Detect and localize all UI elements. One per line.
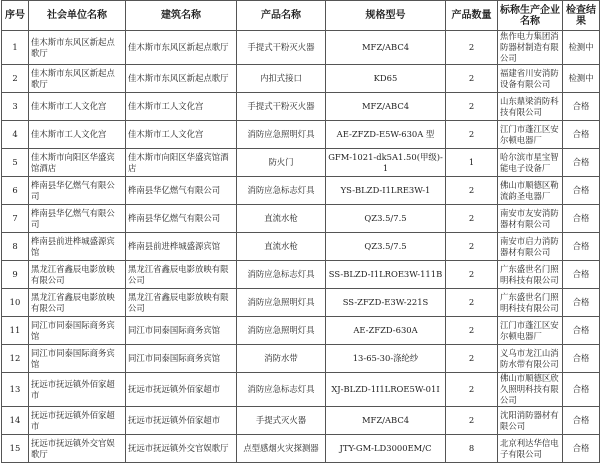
cell-manufacturer: 焦作电力集团消防器材制造有限公司: [498, 31, 563, 65]
cell-unit-name: 同江市同泰国际商务宾馆: [29, 345, 126, 373]
table-row: [2, 317, 600, 345]
cell-result: 合格: [563, 373, 600, 407]
cell-quantity: 8: [446, 435, 498, 463]
cell-manufacturer: 沈阳消防器材有限公司: [498, 407, 563, 435]
cell-unit-name: 同江市同泰国际商务宾馆: [29, 317, 126, 345]
cell-unit-name: 桦南县华亿燃气有限公司: [29, 177, 126, 205]
cell-model-spec: 13-65-30-涤纶纱: [326, 345, 446, 373]
cell-manufacturer: 南安市友安消防器材有限公司: [498, 205, 563, 233]
cell-product-name: 直流水枪: [237, 205, 326, 233]
cell-manufacturer: 义乌市龙江山消防水带有限公司: [498, 345, 563, 373]
cell-quantity: 2: [446, 31, 498, 65]
cell-unit-name: 桦南县前进桦城盛源宾馆: [29, 233, 126, 261]
cell-serial-no: 4: [2, 121, 29, 149]
cell-unit-name: 佳木斯市工人文化宫: [29, 93, 126, 121]
cell-model-spec: MFZ/ABC4: [326, 31, 446, 65]
cell-product-name: 内扣式接口: [237, 65, 326, 93]
cell-quantity: 2: [446, 121, 498, 149]
cell-result: 合格: [563, 177, 600, 205]
cell-model-spec: SS-ZFZD-E3W-221S: [326, 289, 446, 317]
cell-building-name: 同江市同泰国际商务宾馆: [126, 317, 237, 345]
cell-manufacturer: 江门市蓬江区安尔顿电器厂: [498, 121, 563, 149]
column-header-unit-name: 社会单位名称: [29, 1, 126, 31]
table-row: [2, 121, 600, 149]
cell-manufacturer: 佛山市顺德区勒流韵圣电器厂: [498, 177, 563, 205]
cell-manufacturer: 广东盛世名门照明科技有限公司: [498, 261, 563, 289]
table-row: [2, 435, 600, 463]
cell-manufacturer: 广东盛世名门照明科技有限公司: [498, 289, 563, 317]
cell-building-name: 佳木斯市工人文化宫: [126, 93, 237, 121]
cell-serial-no: 11: [2, 317, 29, 345]
table-row: [2, 177, 600, 205]
cell-quantity: 1: [446, 149, 498, 177]
cell-result: 合格: [563, 93, 600, 121]
cell-quantity: 2: [446, 345, 498, 373]
cell-product-name: 消防应急标志灯具: [237, 261, 326, 289]
cell-quantity: 2: [446, 205, 498, 233]
cell-result: 合格: [563, 205, 600, 233]
cell-unit-name: 抚远市抚远镇外佰家超市: [29, 407, 126, 435]
cell-unit-name: 佳木斯市东风区新起点歌厅: [29, 31, 126, 65]
cell-unit-name: 抚远市抚远镇外佰家超市: [29, 373, 126, 407]
cell-product-name: 手提式干粉灭火器: [237, 93, 326, 121]
cell-quantity: 2: [446, 261, 498, 289]
cell-building-name: 佳木斯市工人文化宫: [126, 121, 237, 149]
cell-building-name: 抚远市抚远镇外佰家超市: [126, 373, 237, 407]
cell-quantity: 2: [446, 373, 498, 407]
cell-product-name: 消防应急标志灯具: [237, 177, 326, 205]
cell-manufacturer: 佛山市顺德区欣久照明科技有限公司: [498, 373, 563, 407]
table-row: [2, 205, 600, 233]
table-row: [2, 373, 600, 407]
cell-building-name: 抚远市抚远镇外佰家超市: [126, 407, 237, 435]
cell-building-name: 佳木斯市东风区新起点歌厅: [126, 65, 237, 93]
cell-building-name: 桦南县前进桦城盛源宾馆: [126, 233, 237, 261]
cell-serial-no: 8: [2, 233, 29, 261]
column-header-product-name: 产品名称: [237, 1, 326, 31]
table-row: [2, 31, 600, 65]
cell-result: 合格: [563, 345, 600, 373]
cell-serial-no: 9: [2, 261, 29, 289]
column-header-quantity: 产品数量: [446, 1, 498, 31]
cell-serial-no: 10: [2, 289, 29, 317]
cell-model-spec: MFZ/ABC4: [326, 93, 446, 121]
column-header-manufacturer: 标称生产企业名称: [498, 1, 563, 31]
cell-serial-no: 12: [2, 345, 29, 373]
cell-serial-no: 2: [2, 65, 29, 93]
cell-unit-name: 黑龙江省鑫辰电影放映有限公司: [29, 289, 126, 317]
cell-quantity: 2: [446, 289, 498, 317]
cell-product-name: 消防应急照明灯具: [237, 121, 326, 149]
cell-building-name: 桦南县华亿燃气有限公司: [126, 205, 237, 233]
cell-product-name: 手提式灭火器: [237, 407, 326, 435]
cell-manufacturer: 南安市启力消防器材有限公司: [498, 233, 563, 261]
table-row: [2, 93, 600, 121]
cell-serial-no: 15: [2, 435, 29, 463]
cell-model-spec: YS-BLZD-Ⅰ1LRE3W-1: [326, 177, 446, 205]
cell-model-spec: QZ3.5/7.5: [326, 205, 446, 233]
cell-product-name: 消防应急照明灯具: [237, 289, 326, 317]
cell-result: 合格: [563, 261, 600, 289]
inspection-table: [1, 0, 600, 463]
cell-unit-name: 抚远市抚远镇外交官娱歌厅: [29, 435, 126, 463]
cell-model-spec: SS-BLZD-Ⅰ1LROE3W-111B: [326, 261, 446, 289]
cell-building-name: 黑龙江省鑫辰电影放映有限公司: [126, 261, 237, 289]
cell-quantity: 2: [446, 233, 498, 261]
cell-building-name: 黑龙江省鑫辰电影放映有限公司: [126, 289, 237, 317]
cell-quantity: 2: [446, 317, 498, 345]
cell-result: 合格: [563, 435, 600, 463]
cell-manufacturer: 江门市蓬江区安尔顿电器厂: [498, 317, 563, 345]
cell-serial-no: 1: [2, 31, 29, 65]
cell-manufacturer: 福建省川安消防设备有限公司: [498, 65, 563, 93]
column-header-serial-no: 序号: [2, 1, 29, 31]
cell-result: 合格: [563, 233, 600, 261]
cell-product-name: 消防应急照明灯具: [237, 317, 326, 345]
cell-unit-name: 佳木斯市工人文化宫: [29, 121, 126, 149]
cell-product-name: 直流水枪: [237, 233, 326, 261]
cell-building-name: 佳木斯市东风区新起点歌厅: [126, 31, 237, 65]
cell-result: 合格: [563, 407, 600, 435]
cell-model-spec: GFM-1021-dk5A1.50(甲级)-1: [326, 149, 446, 177]
cell-manufacturer: 山东鼎梁消防科技有限公司: [498, 93, 563, 121]
cell-quantity: 2: [446, 93, 498, 121]
cell-model-spec: KD65: [326, 65, 446, 93]
cell-unit-name: 佳木斯市东风区新起点歌厅: [29, 65, 126, 93]
cell-unit-name: 桦南县华亿燃气有限公司: [29, 205, 126, 233]
cell-model-spec: MFZ/ABC4: [326, 407, 446, 435]
cell-result: 合格: [563, 121, 600, 149]
cell-manufacturer: 哈尔滨市星宝智能电子设备厂: [498, 149, 563, 177]
table-row: [2, 233, 600, 261]
column-header-model-spec: 规格型号: [326, 1, 446, 31]
table-body: [2, 31, 600, 463]
cell-quantity: 2: [446, 177, 498, 205]
cell-serial-no: 7: [2, 205, 29, 233]
table-row: [2, 65, 600, 93]
cell-result: 检测中: [563, 31, 600, 65]
cell-serial-no: 14: [2, 407, 29, 435]
cell-unit-name: 黑龙江省鑫辰电影放映有限公司: [29, 261, 126, 289]
cell-product-name: 手提式干粉灭火器: [237, 31, 326, 65]
table-header-row: [2, 1, 600, 31]
cell-result: 检测中: [563, 65, 600, 93]
cell-serial-no: 5: [2, 149, 29, 177]
cell-quantity: 2: [446, 65, 498, 93]
table-row: [2, 289, 600, 317]
cell-result: 合格: [563, 317, 600, 345]
cell-building-name: 桦南县华亿燃气有限公司: [126, 177, 237, 205]
cell-quantity: 2: [446, 407, 498, 435]
cell-manufacturer: 北京利达华信电子有限公司: [498, 435, 563, 463]
cell-model-spec: XJ-BLZD-1I1LROE5W-01I: [326, 373, 446, 407]
cell-building-name: 同江市同泰国际商务宾馆: [126, 345, 237, 373]
cell-result: 合格: [563, 149, 600, 177]
cell-model-spec: AE-ZFZD-E5W-630A 型: [326, 121, 446, 149]
cell-model-spec: JTY-GM-LD3000EM/C: [326, 435, 446, 463]
cell-building-name: 佳木斯市向阳区华盛宾馆酒店: [126, 149, 237, 177]
cell-serial-no: 13: [2, 373, 29, 407]
cell-product-name: 消防水带: [237, 345, 326, 373]
table-row: [2, 345, 600, 373]
cell-product-name: 防火门: [237, 149, 326, 177]
cell-model-spec: QZ3.5/7.5: [326, 233, 446, 261]
cell-serial-no: 6: [2, 177, 29, 205]
table-row: [2, 407, 600, 435]
cell-building-name: 抚远市抚远镇外交官娱歌厅: [126, 435, 237, 463]
cell-result: 合格: [563, 289, 600, 317]
cell-product-name: 点型感烟火灾探测器: [237, 435, 326, 463]
cell-serial-no: 3: [2, 93, 29, 121]
cell-unit-name: 佳木斯市向阳区华盛宾馆酒店: [29, 149, 126, 177]
column-header-building-name: 建筑名称: [126, 1, 237, 31]
cell-product-name: 消防应急标志灯具: [237, 373, 326, 407]
cell-model-spec: AE-ZFZD-630A: [326, 317, 446, 345]
table-row: [2, 149, 600, 177]
table-row: [2, 261, 600, 289]
column-header-result: 检查结果: [563, 1, 600, 31]
